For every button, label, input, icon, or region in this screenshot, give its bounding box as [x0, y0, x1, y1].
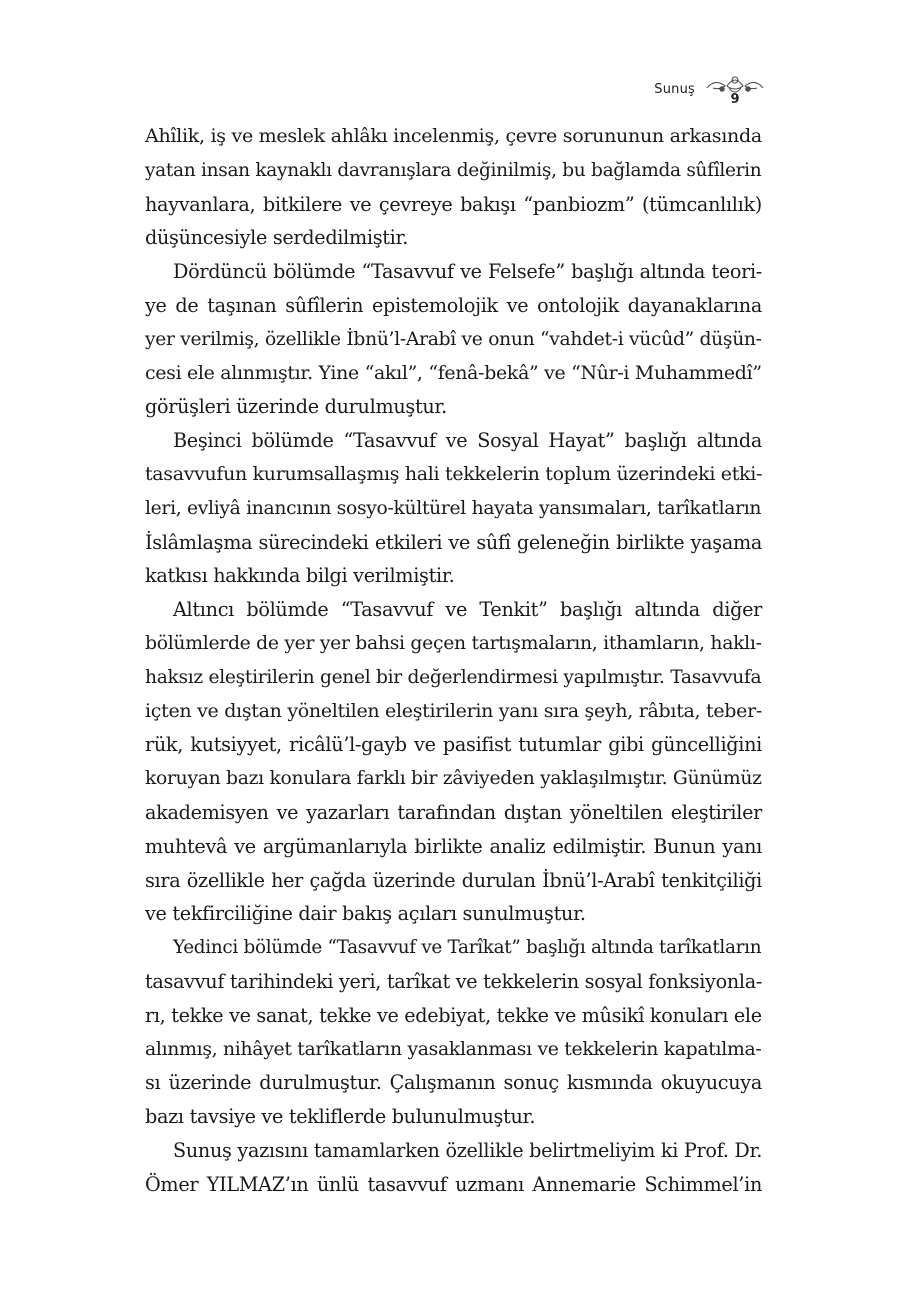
text-line: Altıncı bölümde “Tasavvuf ve Tenkit” başlığı altında diğer [173, 598, 762, 622]
text-line: rı, tekke ve sanat, tekke ve edebiyat, tekke ve mûsikî konuları ele [145, 1003, 762, 1027]
page-number: 9 [730, 92, 740, 107]
paragraph [145, 1134, 762, 1202]
text-line: tasavvufun kurumsallaşmış hali tekkelerin toplum üzerindeki etki- [145, 462, 763, 485]
text-line: rük, kutsiyyet, ricâlü’l-gayb ve pasifist tutumlar gibi güncelliğini [145, 733, 762, 757]
text-line: haksız eleştirilerin genel bir değerlendirmesi yapılmıştır. Tasavvufa [145, 666, 762, 688]
text-line: muhtevâ ve argümanlarıyla birlikte analiz edilmiştir. Bunun yanı [145, 834, 762, 858]
text-line: düşüncesiyle serdedilmiştir. [145, 226, 409, 250]
text-line: ve tekfirciliğine dair bakış açıları sunulmuştur. [145, 902, 586, 926]
paragraph [145, 255, 762, 424]
text-line: katkısı hakkında bilgi verilmiştir. [145, 564, 455, 588]
text-line: Yedinci bölümde “Tasavvuf ve Tarîkat” başlığı altında tarîkatların [173, 937, 762, 959]
section-title: Sunuş [654, 82, 695, 97]
text-line: akademisyen ve yazarları tarafından dıştan yöneltilen eleştiriler [145, 800, 762, 824]
text-line: ye de taşınan sûfîlerin epistemolojik ve ontolojik dayanaklarına [145, 293, 762, 317]
text-line: hayvanlara, bitkilere ve çevreye bakışı “panbiozm” (tümcanlılık) [145, 192, 762, 216]
paragraph [145, 120, 762, 255]
text-line: İslâmlaşma sürecindeki etkileri ve sûfî geleneğin birlikte yaşama [145, 530, 762, 554]
text-line: Sunuş yazısını tamamlarken özellikle belirtmeliyim ki Prof. Dr. [173, 1138, 762, 1162]
running-header [0, 72, 900, 112]
text-line: Dördüncü bölümde “Tasavvuf ve Felsefe” başlığı altında teori- [173, 260, 762, 284]
text-line: içten ve dıştan yöneltilen eleştirilerin yanı sıra şeyh, râbıta, teber- [145, 699, 763, 722]
text-line: yatan insan kaynaklı davranışlara değinilmiş, bu bağlamda sûfîlerin [145, 159, 762, 181]
paragraph [145, 931, 762, 1134]
text-line: Ahîlik, iş ve meslek ahlâkı incelenmiş, çevre sorununun arkasında [145, 125, 762, 147]
paragraph [145, 593, 762, 931]
text-line: yer verilmiş, özellikle İbnü’l-Arabî ve onun “vahdet-i vücûd” düşün- [145, 328, 762, 350]
text-line: görüşleri üzerinde durulmuştur. [145, 395, 447, 419]
text-line: koruyan bazı konulara farklı bir zâviyeden yaklaşılmıştır. Günümüz [145, 768, 762, 790]
text-line: sıra özellikle her çağda üzerinde durulan İbnü’l-Arabî tenkitçiliği [145, 868, 762, 892]
text-line: Beşinci bölümde “Tasavvuf ve Sosyal Hayat” başlığı altında [173, 429, 762, 453]
body-text [145, 120, 762, 1202]
text-line: Ömer YILMAZ’ın ünlü tasavvuf uzmanı Annemarie Schimmel’in [145, 1172, 762, 1196]
text-line: leri, evliyâ inancının sosyo-kültürel hayata yansımaları, tarîkatların [145, 497, 762, 519]
text-line: tasavvuf tarihindeki yeri, tarîkat ve tekkelerin sosyal fonksiyonla- [145, 969, 763, 993]
text-line: bazı tavsiye ve tekliflerde bulunulmuştur. [145, 1105, 536, 1129]
text-line: sı üzerinde durulmuştur. Çalışmanın sonuç kısmında okuyucuya [145, 1071, 762, 1095]
text-line: alınmış, nihâyet tarîkatların yasaklanması ve tekkelerin kapatılma- [145, 1038, 762, 1060]
paragraph [145, 424, 762, 593]
text-line: cesi ele alınmıştır. Yine “akıl”, “fenâ-bekâ” ve “Nûr-i Muhammedî” [145, 361, 762, 384]
text-line: bölümlerde de yer yer bahsi geçen tartışmaların, ithamların, haklı- [145, 632, 762, 654]
